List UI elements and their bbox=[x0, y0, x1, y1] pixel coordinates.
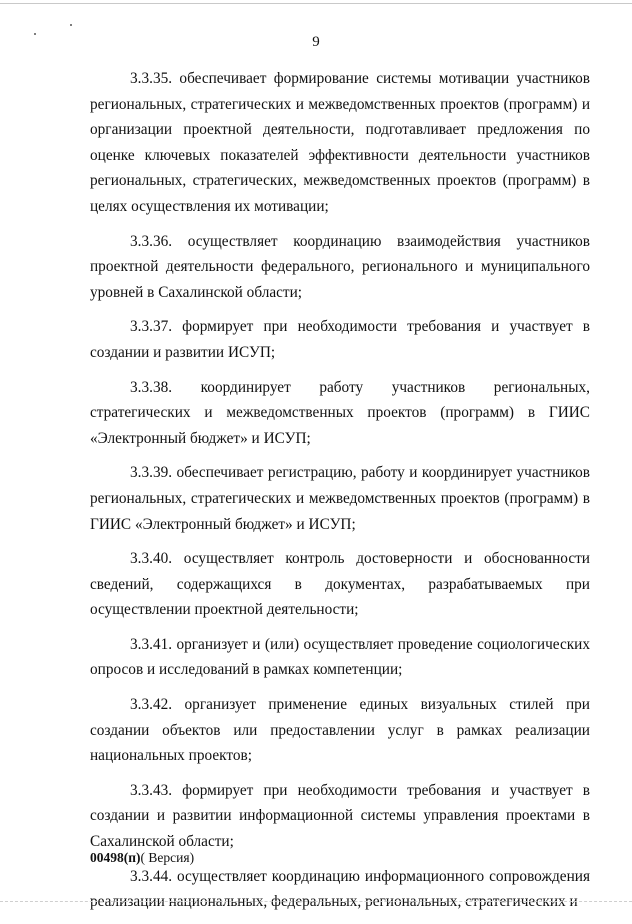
paragraph-3-3-38: 3.3.38. координирует работу участников региональных, стратегических и межведомственных проектов (программ) в ГИИС «Электронный бюджет» и ИСУП; bbox=[90, 378, 590, 447]
scan-speck bbox=[70, 24, 72, 26]
document-body bbox=[90, 66, 590, 924]
paragraph-3-3-39: 3.3.39. обеспечивает регистрацию, работу и координирует участников региональных, стратегических и межведомственных проектов (программ) в ГИИС «Электронный бюджет» и ИСУП; bbox=[90, 464, 590, 533]
document-footer bbox=[90, 850, 194, 866]
paragraph-3-3-40: 3.3.40. осуществляет контроль достоверности и обоснованности сведений, содержащихся в документах, разрабатываемых при осуществлении проектной деятельности; bbox=[90, 550, 590, 619]
paragraph-3-3-43: 3.3.43. формирует при необходимости требования и участвует в создании и развитии информационной системы управления проектами в Сахалинской области; bbox=[90, 781, 590, 851]
paragraph-3-3-35: 3.3.35. обеспечивает формирование системы мотивации участников региональных, стратегических и межведомственных проектов (программ) и организации проектной деятельности, подготавливает предложения по оценке ключевых показателей эффективности деятельности участников региональных, стратегических, межведомственных проектов (программ) в целях осуществления их мотивации; bbox=[90, 70, 590, 215]
scan-edge-top bbox=[0, 3, 632, 4]
page-number: 9 bbox=[312, 34, 320, 50]
scan-edge-bottom bbox=[0, 901, 632, 902]
paragraph-3-3-36: 3.3.36. осуществляет координацию взаимодействия участников проектной деятельности федерального, регионального и муниципального уровней в Сахалинской области; bbox=[90, 232, 590, 301]
paragraph-3-3-41: 3.3.41. организует и (или) осуществляет проведение социологических опросов и исследований в рамках компетенции; bbox=[90, 635, 590, 679]
paragraph-3-3-44: 3.3.44. осуществляет координацию информационного сопровождения реализации национальных, федеральных, региональных, стратегических и bbox=[90, 867, 590, 911]
paragraph-3-3-42: 3.3.42. организует применение единых визуальных стилей при создании объектов или предоставлении услуг в рамках реализации национальных проектов; bbox=[90, 696, 590, 765]
paragraph-3-3-37: 3.3.37. формирует при необходимости требования и участвует в создании и развитии ИСУП; bbox=[90, 318, 590, 361]
document-version: ( Версия) bbox=[140, 850, 195, 865]
document-code: 00498(п) bbox=[90, 850, 141, 865]
